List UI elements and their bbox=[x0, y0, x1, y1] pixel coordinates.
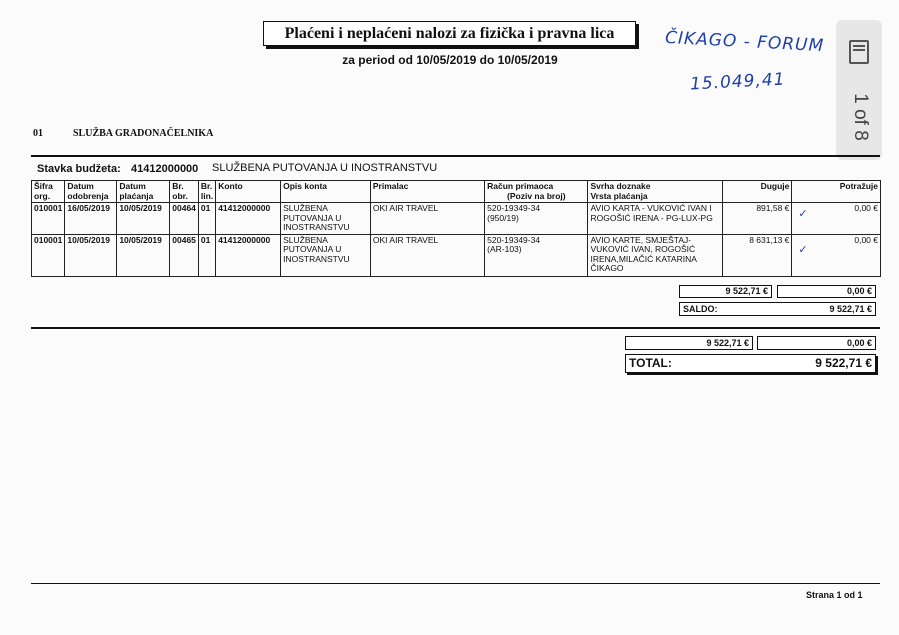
col-potrazuje: Potražuje bbox=[792, 181, 881, 203]
budget-label: Stavka budžeta: bbox=[37, 163, 121, 175]
page-number: Strana 1 od 1 bbox=[806, 590, 863, 600]
col-racun-label: Račun primaoca bbox=[487, 181, 554, 191]
cell-svrha: AVIO KARTE, SMJEŠTAJ-VUKOVIĆ IVAN, ROGOŠIĆ IRENA,MILAČIĆ KATARINA ČIKAGO bbox=[588, 234, 722, 276]
col-opis: Opis konta bbox=[281, 181, 371, 203]
cell-opis: SLUŽBENA PUTOVANJA U INOSTRANSTVU bbox=[281, 234, 371, 276]
report-title: Plaćeni i neplaćeni nalozi za fizička i pravna lica bbox=[263, 21, 636, 46]
report-period: za period od 10/05/2019 do 10/05/2019 bbox=[342, 53, 558, 67]
saldo-box bbox=[679, 302, 876, 316]
subtotal-potrazuje: 0,00 € bbox=[777, 285, 876, 298]
section-number: 01 bbox=[33, 128, 43, 139]
cell-sifra: 010001 bbox=[32, 234, 65, 276]
col-duguje: Duguje bbox=[722, 181, 792, 203]
cell-racun bbox=[485, 234, 588, 276]
total-value: 9 522,71 € bbox=[815, 356, 872, 370]
cell-br-obr: 00464 bbox=[170, 203, 199, 235]
col-racun bbox=[485, 181, 588, 203]
total-label: TOTAL: bbox=[629, 356, 672, 370]
divider bbox=[31, 155, 880, 157]
budget-name: SLUŽBENA PUTOVANJA U INOSTRANSTVU bbox=[212, 162, 438, 174]
table-header-row bbox=[32, 181, 881, 203]
page-counter: 1 of 8 bbox=[850, 93, 871, 141]
cell-datum-odobrenja: 10/05/2019 bbox=[65, 234, 117, 276]
cell-konto: 41412000000 bbox=[216, 203, 281, 235]
col-svrha bbox=[588, 181, 722, 203]
cell-opis: SLUŽBENA PUTOVANJA U INOSTRANSTVU bbox=[281, 203, 371, 235]
cell-datum-odobrenja: 16/05/2019 bbox=[65, 203, 117, 235]
table-row bbox=[32, 234, 881, 276]
total-duguje: 9 522,71 € bbox=[625, 336, 753, 350]
handwritten-note-location: ČIKAGO - FORUM bbox=[664, 27, 825, 57]
col-primalac: Primalac bbox=[370, 181, 484, 203]
cell-svrha: AVIO KARTA - VUKOVIĆ IVAN I ROGOŠIĆ IRENA - PG-LUX-PG bbox=[588, 203, 722, 235]
cell-poziv-value: (950/19) bbox=[487, 212, 519, 223]
cell-duguje-value: 891,58 € bbox=[756, 203, 790, 213]
cell-datum-placanja: 10/05/2019 bbox=[117, 203, 170, 235]
col-br-obr: Br. obr. bbox=[170, 181, 199, 203]
section-name: SLUŽBA GRADONAČELNIKA bbox=[73, 128, 214, 139]
col-datum-placanja: Datum plaćanja bbox=[117, 181, 170, 203]
cell-primalac: OKI AIR TRAVEL bbox=[370, 203, 484, 235]
table-row bbox=[32, 203, 881, 235]
cell-primalac: OKI AIR TRAVEL bbox=[370, 234, 484, 276]
document-icon[interactable] bbox=[849, 40, 869, 64]
divider bbox=[31, 327, 880, 329]
payments-table bbox=[31, 180, 881, 277]
cell-racun-value: 520-19349-34 bbox=[487, 203, 541, 213]
cell-duguje-value: 8 631,13 € bbox=[749, 234, 790, 245]
col-sifra: Šifra org. bbox=[32, 181, 65, 203]
cell-poziv-value: (AR-103) bbox=[487, 244, 522, 254]
check-mark-icon: ✓ bbox=[798, 243, 808, 256]
cell-duguje bbox=[722, 234, 792, 276]
subtotal-duguje: 9 522,71 € bbox=[679, 285, 772, 298]
total-box bbox=[625, 354, 876, 373]
footer-divider bbox=[31, 583, 880, 584]
cell-potrazuje-value: 0,00 € bbox=[854, 234, 878, 245]
cell-potrazuje-value: 0,00 € bbox=[854, 203, 878, 213]
cell-br-lin: 01 bbox=[198, 203, 215, 235]
cell-potrazuje bbox=[792, 234, 881, 276]
cell-br-obr: 00465 bbox=[170, 234, 199, 276]
saldo-label: SALDO: bbox=[683, 304, 718, 314]
cell-racun-value: 520-19349-34 bbox=[487, 234, 541, 245]
cell-datum-placanja: 10/05/2019 bbox=[117, 234, 170, 276]
cell-duguje bbox=[722, 203, 792, 235]
saldo-value: 9 522,71 € bbox=[829, 304, 872, 314]
col-svrha-label: Svrha doznake bbox=[590, 181, 651, 191]
col-datum-odobrenja: Datum odobrenja bbox=[65, 181, 117, 203]
col-vrsta-label: Vrsta plaćanja bbox=[590, 190, 648, 201]
total-potrazuje: 0,00 € bbox=[757, 336, 876, 350]
check-mark-icon: ✓ bbox=[798, 208, 808, 220]
col-br-lin: Br. lin. bbox=[198, 181, 215, 203]
handwritten-note-amount: 15.049,41 bbox=[689, 69, 786, 95]
cell-racun bbox=[485, 203, 588, 235]
cell-sifra: 010001 bbox=[32, 203, 65, 235]
cell-konto: 41412000000 bbox=[216, 234, 281, 276]
col-konto: Konto bbox=[216, 181, 281, 203]
cell-br-lin: 01 bbox=[198, 234, 215, 276]
col-poziv-label: (Poziv na broj) bbox=[507, 190, 566, 201]
budget-code: 41412000000 bbox=[131, 163, 199, 175]
cell-potrazuje bbox=[792, 203, 881, 235]
